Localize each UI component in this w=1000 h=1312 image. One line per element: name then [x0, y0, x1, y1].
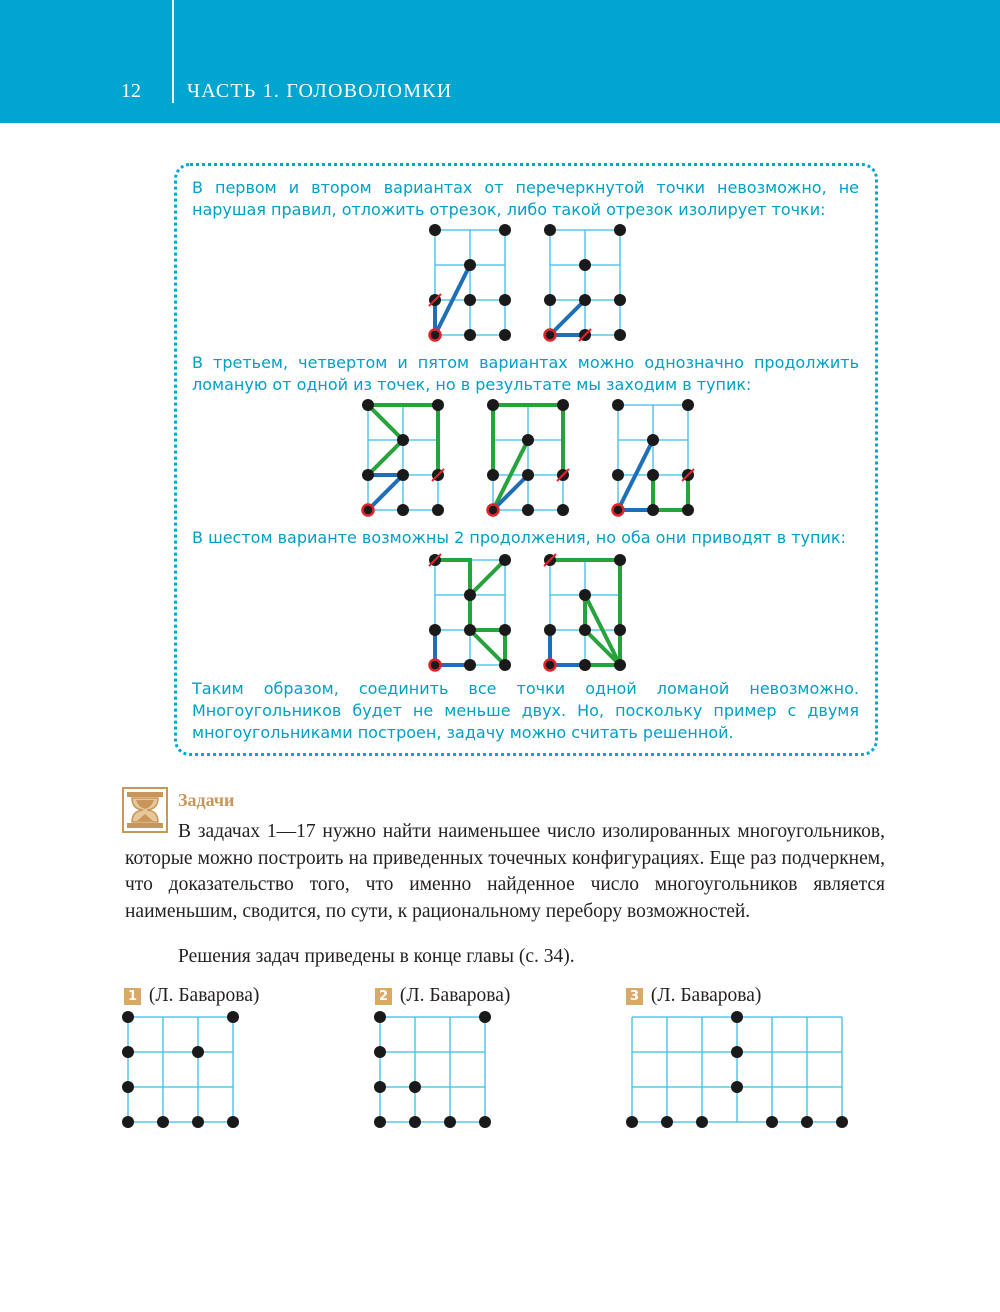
- task-1-author: (Л. Баварова): [148, 985, 260, 1006]
- tasks-paragraph-1: В задачах 1—17 нужно найти наименьшее число изолированных многоугольников, которые можно построить на приведенных точечных конфигурациях. Еще раз подчеркнем, что доказательство того, что именно найденное число многоугольников является наименьшим, сводится, по сути, к рациональному перебору возможностей.: [125, 821, 885, 922]
- diagram-variant-3: [353, 390, 463, 525]
- task-2-author: (Л. Баварова): [399, 985, 511, 1006]
- task-2-number: 2: [375, 988, 392, 1005]
- task-1-grid: [116, 1005, 246, 1135]
- task-2-label: [375, 985, 510, 1007]
- chapter-title: ЧАСТЬ 1. ГОЛОВОЛОМКИ: [187, 80, 453, 102]
- page-header: [0, 0, 1000, 123]
- solution-paragraph-2: В третьем, четвертом и пятом вариантах можно однозначно продолжить ломаную от одной из точек, но в результате мы заходим в тупик:: [192, 353, 859, 394]
- task-3-label: [626, 985, 761, 1007]
- task-1-label: [124, 985, 259, 1007]
- solution-paragraph-4: Таким образом, соединить все точки одной ломаной невозможно. Многоугольников будет не меньше двух. Но, поскольку пример с двумя многоугольниками построен, задачу можно считать решенной.: [192, 679, 859, 742]
- task-3-author: (Л. Баварова): [650, 985, 762, 1006]
- task-3-grid: [620, 1005, 855, 1135]
- task-3-number: 3: [626, 988, 643, 1005]
- task-1-number: 1: [124, 988, 141, 1005]
- diagram-variant-5: [603, 390, 713, 525]
- header-divider: [172, 0, 174, 103]
- diagram-variant-6b: [535, 545, 645, 680]
- diagram-variant-1: [420, 215, 530, 350]
- diagram-variant-4: [478, 390, 588, 525]
- tasks-paragraph-2: Решения задач приведены в конце главы (с. 34).: [178, 946, 575, 967]
- diagram-variant-2: [535, 215, 645, 350]
- solution-paragraph-3: В шестом варианте возможны 2 продолжения, но оба они приводят в тупик:: [192, 528, 846, 547]
- page-number: 12: [121, 80, 141, 102]
- diagram-variant-6a: [420, 545, 530, 680]
- tasks-heading: Задачи: [178, 790, 235, 810]
- solution-paragraph-1: В первом и втором вариантах от перечеркнутой точки невозможно, не нарушая правил, отложить отрезок, либо такой отрезок изолирует точки:: [192, 178, 859, 219]
- task-2-grid: [368, 1005, 498, 1135]
